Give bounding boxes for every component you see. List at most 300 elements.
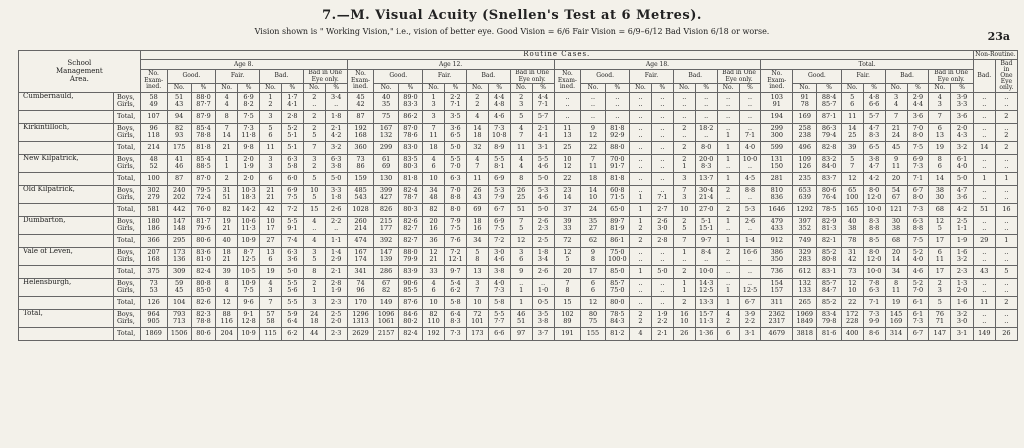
data-cell: 7 5 [510, 216, 532, 234]
total-cell: 82·6 [191, 296, 215, 309]
total-cell: 81·2 [605, 327, 629, 340]
total-cell: .. [651, 110, 673, 123]
data-cell: 58 49 [140, 92, 167, 110]
total-cell: 5·5 [281, 296, 303, 309]
total-cell: 82 [423, 203, 445, 216]
sex-label: Boys, Girls, [113, 247, 140, 265]
data-cell: 14·3 12·5 [695, 278, 717, 296]
data-cell: 19 21 [216, 216, 238, 234]
data-cell: 26 43 [466, 185, 488, 203]
total-cell: 5·7 [863, 110, 885, 123]
total-cell: 22 [581, 141, 605, 154]
total-cell: 8·6 [863, 327, 885, 340]
total-cell: 6·7 [488, 203, 510, 216]
data-cell: 5 6 [841, 92, 863, 110]
total-cell: 3 [260, 110, 282, 123]
data-cell: 2·2 .. [325, 216, 347, 234]
bad-header: Bad. [885, 70, 929, 84]
no-header: No. [303, 84, 325, 93]
total-cell: 7·3 [445, 327, 467, 340]
table-row-total [19, 141, 1018, 154]
total-cell: 9 [510, 265, 532, 278]
bad-header: Bad. [260, 70, 304, 84]
data-cell: 2·5 2·0 [325, 309, 347, 327]
total-cell: 12 [216, 296, 238, 309]
total-cell: 27·0 [695, 203, 717, 216]
data-cell: 4·0 7·3 [488, 278, 510, 296]
total-cell: 5·0 [325, 172, 347, 185]
no-header: No. [793, 84, 817, 93]
area-spacer [19, 234, 114, 247]
data-cell: 2 .. [303, 92, 325, 110]
total-cell: 3·1 [532, 141, 554, 154]
data-cell: 207 168 [140, 247, 167, 265]
data-cell: 4 7 [466, 154, 488, 172]
data-cell: 46 51 [510, 309, 532, 327]
data-cell: 7·9 7·5 [445, 216, 467, 234]
data-cell: 7 14 [216, 123, 238, 141]
data-cell: 1969 1849 [793, 309, 817, 327]
data-cell: 4 4 [510, 154, 532, 172]
total-cell: 3·1 [951, 327, 974, 340]
total-cell: 42 [260, 203, 282, 216]
data-cell: .. .. [973, 92, 995, 110]
data-cell: 147 139 [374, 247, 398, 265]
table-row [19, 92, 1018, 110]
fair-header: Fair. [423, 70, 467, 84]
total-cell: 80·6 [191, 327, 215, 340]
data-cell: 8·7 12·5 [238, 247, 260, 265]
total-cell: 295 [167, 234, 191, 247]
data-cell: 180 186 [140, 216, 167, 234]
data-cell: 21 21 [260, 185, 282, 203]
data-cell: 48 52 [140, 154, 167, 172]
data-cell: 75·0 100·0 [605, 247, 629, 265]
data-cell: 8 11 [885, 278, 907, 296]
total-cell: 4·6 [488, 110, 510, 123]
data-cell: 5·5 9·1 [281, 216, 303, 234]
sex-label: Boys, Girls, [113, 216, 140, 234]
total-cell: 11 [510, 141, 532, 154]
data-cell: .. .. [973, 216, 995, 234]
total-cell: 13·7 [695, 172, 717, 185]
total-cell: 826 [374, 203, 398, 216]
data-cell: 299 300 [761, 123, 793, 141]
data-cell: 70·0 91·7 [605, 154, 629, 172]
total-cell: 8 [216, 110, 238, 123]
sex-label: Boys, Girls, [113, 123, 140, 141]
data-cell: 80·8 85·0 [191, 278, 215, 296]
percent-header: % [191, 84, 215, 93]
total-cell: 62 [581, 234, 605, 247]
total-cell: 299 [374, 141, 398, 154]
non-routine-bad-header: Bad. [973, 60, 995, 93]
total-cell: 69 [466, 203, 488, 216]
data-cell: 3·4 .. [325, 92, 347, 110]
total-cell: 20 [885, 172, 907, 185]
data-cell: 8·0 12·0 [863, 185, 885, 203]
total-cell: 8·9 [488, 141, 510, 154]
percent-header: % [863, 84, 885, 93]
age-12-header: Age 12. [347, 60, 554, 70]
total-cell: 4·6 [907, 265, 929, 278]
data-cell: 2·1 4·2 [325, 123, 347, 141]
total-cell: 1·6 [951, 296, 974, 309]
data-cell: 2 1 [673, 154, 695, 172]
total-cell: 22 [554, 172, 581, 185]
data-cell: 5·5 7·0 [445, 154, 467, 172]
total-cell: 8·5 [863, 234, 885, 247]
total-cell: 7 [303, 141, 325, 154]
total-cell: .. [739, 265, 761, 278]
total-cell: 78·5 [817, 203, 841, 216]
data-cell: .. .. [630, 278, 652, 296]
data-cell: 20·0 8·3 [695, 154, 717, 172]
area-name: New Kilpatrick, [19, 154, 114, 172]
data-cell: 85·4 88·5 [191, 154, 215, 172]
total-cell: 24 [581, 203, 605, 216]
data-cell: 10·0 .. [739, 154, 761, 172]
total-cell: 2 [717, 203, 739, 216]
total-cell: 1 [995, 172, 1017, 185]
total-cell: 7·2 [281, 203, 303, 216]
total-cell: .. [973, 110, 995, 123]
visual-acuity-table [18, 50, 1018, 341]
total-cell: 8 [510, 172, 532, 185]
data-cell: 3 7 [466, 278, 488, 296]
data-cell: 83·5 80·3 [398, 154, 422, 172]
no-examined-header: No. Exam- ined. [140, 70, 167, 93]
data-cell: .. .. [630, 154, 652, 172]
non-routine-header: Non-Routine. [975, 51, 1016, 59]
data-cell: 154 157 [761, 278, 793, 296]
table-subtitle: Vision shown is " Working Vision," i.e., vision of better eye. Good Vision = 6/6 Fair Vision = 6/9–6/12 Bad Vision 6/18 or worse. [254, 27, 770, 36]
total-cell: 1·1 [325, 234, 347, 247]
data-cell: .. .. [651, 247, 673, 265]
data-cell: 3·9 3·3 [951, 92, 974, 110]
data-cell: .. .. [581, 92, 605, 110]
data-cell: 2 3 [510, 92, 532, 110]
table-row-total [19, 172, 1018, 185]
total-cell: 27 [260, 234, 282, 247]
no-header: No. [630, 84, 652, 93]
total-cell: .. [630, 172, 652, 185]
data-cell: 172 228 [841, 309, 863, 327]
total-cell: 170 [347, 296, 374, 309]
data-cell: 3·3 1·8 [325, 185, 347, 203]
data-cell: .. .. [630, 123, 652, 141]
data-cell: 485 543 [347, 185, 374, 203]
data-cell: 4 .. [303, 216, 325, 234]
total-cell: .. [717, 110, 739, 123]
total-cell: 4 [630, 327, 652, 340]
table-row-total [19, 265, 1018, 278]
data-cell: 15·7 11·3 [695, 309, 717, 327]
data-cell: 30·4 21·4 [695, 185, 717, 203]
total-cell: 191 [554, 327, 581, 340]
data-cell: 6·9 7·5 [281, 185, 303, 203]
data-cell: 24 18 [303, 309, 325, 327]
good-header: Good. [374, 70, 423, 84]
data-cell: 12 5 [554, 247, 581, 265]
total-cell: 80·6 [191, 234, 215, 247]
total-cell: 78 [841, 234, 863, 247]
data-cell: 18 16 [466, 216, 488, 234]
age-18-header: Age 18. [554, 60, 761, 70]
total-cell: 2·0 [238, 172, 260, 185]
data-cell: 85·2 80·8 [817, 247, 841, 265]
data-cell: 39 33 [554, 216, 581, 234]
data-cell: 2·5 1·1 [951, 216, 974, 234]
data-cell: 20 16 [423, 216, 445, 234]
total-cell: 1 [717, 141, 739, 154]
data-cell: 8·0 12·0 [863, 247, 885, 265]
data-cell: 54 67 [885, 185, 907, 203]
total-cell: .. [739, 110, 761, 123]
age-8-header: Age 8. [140, 60, 347, 70]
total-cell: 375 [140, 265, 167, 278]
total-cell: 82·4 [191, 265, 215, 278]
percent-header: % [445, 84, 467, 93]
no-header: No. [885, 84, 907, 93]
total-cell: 10·9 [238, 327, 260, 340]
total-cell: 51 [510, 203, 532, 216]
total-cell: 581 [140, 203, 167, 216]
data-cell: 4·7 8·3 [863, 123, 885, 141]
no-header: No. [466, 84, 488, 93]
data-cell: 7 11 [423, 123, 445, 141]
total-cell: 87·6 [398, 296, 422, 309]
data-cell: 964 905 [140, 309, 167, 327]
total-cell: 1646 [761, 203, 793, 216]
total-cell: 1028 [347, 203, 374, 216]
total-cell: 1506 [167, 327, 191, 340]
total-cell: 1 [630, 203, 652, 216]
total-cell: 10 [423, 296, 445, 309]
data-cell: 132 133 [793, 278, 817, 296]
percent-header: % [325, 84, 347, 93]
total-cell: 7 [929, 110, 951, 123]
data-cell: 5 8 [466, 247, 488, 265]
total-cell: 36 [423, 234, 445, 247]
data-cell: 4 3 [929, 92, 951, 110]
data-cell: 65 100 [841, 185, 863, 203]
data-cell: 5·9 6·4 [281, 309, 303, 327]
data-cell: .. .. [605, 92, 629, 110]
data-cell: 6·3 8·8 [907, 216, 929, 234]
data-cell: 1·7 4·1 [281, 92, 303, 110]
data-cell: 1 .. [717, 154, 739, 172]
total-cell: 10·0 [695, 265, 717, 278]
total-cell: 82 [216, 203, 238, 216]
table-row [19, 123, 1018, 141]
data-cell: 96 118 [140, 123, 167, 141]
data-cell: 215 177 [374, 216, 398, 234]
total-cell: 19 [929, 141, 951, 154]
total-cell: .. [673, 110, 695, 123]
data-cell: 83·6 81·0 [191, 247, 215, 265]
data-cell: 12 21 [423, 247, 445, 265]
data-cell: 7·3 9·9 [863, 309, 885, 327]
data-cell: 60·8 71·5 [605, 185, 629, 203]
data-cell: 5·5 7·7 [488, 309, 510, 327]
page-number: 23a [987, 30, 1010, 43]
total-cell: 7·5 [907, 234, 929, 247]
total-cell: 2 [995, 296, 1017, 309]
total-cell: 14·2 [238, 203, 260, 216]
total-cell: .. [630, 110, 652, 123]
total-cell: 474 [347, 234, 374, 247]
data-cell: 85·7 75·0 [605, 278, 629, 296]
data-cell: 3 4 [885, 92, 907, 110]
total-cell: 912 [761, 234, 793, 247]
data-cell: .. 7·1 [651, 185, 673, 203]
total-cell: 192 [423, 327, 445, 340]
total-cell: 281 [761, 172, 793, 185]
total-cell: 214 [140, 141, 167, 154]
data-cell: 4 7 [510, 123, 532, 141]
data-cell: 7·2 12·1 [445, 247, 467, 265]
total-cell: 13 [466, 265, 488, 278]
total-cell: 235 [793, 172, 817, 185]
total-cell: 10·0 [863, 203, 885, 216]
data-cell: 399 427 [374, 185, 398, 203]
total-cell: 2 [216, 172, 238, 185]
data-cell: 6·3 3·6 [281, 247, 303, 265]
data-cell: .. .. [995, 247, 1017, 265]
total-cell: 83·0 [398, 141, 422, 154]
data-cell: 61 69 [374, 154, 398, 172]
total-cell: 87·0 [191, 172, 215, 185]
data-cell: 4 6 [423, 278, 445, 296]
total-cell: 26 [673, 327, 695, 340]
total-cell: 20 [554, 265, 581, 278]
data-cell: 82 110 [423, 309, 445, 327]
data-cell: .. .. [695, 92, 717, 110]
data-cell: 80·6 76·4 [817, 185, 841, 203]
data-cell: 4 6 [423, 154, 445, 172]
area-name: Total, [19, 309, 114, 327]
data-cell: 397 352 [793, 216, 817, 234]
total-cell: 169 [793, 110, 817, 123]
data-cell: 302 279 [140, 185, 167, 203]
data-cell: 7·8 6·3 [863, 278, 885, 296]
routine-cases-header: Routine Cases. [140, 51, 973, 60]
total-cell: 2 [995, 141, 1017, 154]
table-row-total [19, 203, 1018, 216]
area-name: Cumbernauld, [19, 92, 114, 110]
data-cell: 1296 1313 [347, 309, 374, 327]
data-cell: 18·2 .. [695, 123, 717, 141]
data-cell: 5·4 6·2 [445, 278, 467, 296]
total-cell: 80·0 [605, 296, 629, 309]
total-cell: .. [651, 172, 673, 185]
total-cell: 4·0 [739, 141, 761, 154]
data-cell: 10·9 7·5 [238, 278, 260, 296]
total-cell: 2·8 [281, 110, 303, 123]
data-cell: .. 1·0 [532, 278, 554, 296]
total-cell: .. [695, 110, 717, 123]
table-row-total [19, 234, 1018, 247]
data-cell: .. .. [651, 123, 673, 141]
total-cell: 2·6 [532, 265, 554, 278]
total-cell: 1869 [140, 327, 167, 340]
total-cell: .. [630, 141, 652, 154]
area-spacer [19, 296, 114, 309]
total-cell: 2·6 [325, 203, 347, 216]
data-cell: .. .. [973, 154, 995, 172]
fair-header: Fair. [630, 70, 674, 84]
good-header: Good. [581, 70, 630, 84]
area-spacer [19, 172, 114, 185]
data-cell: 67 82 [374, 278, 398, 296]
no-examined-header: No. Exam- ined. [761, 70, 793, 93]
fair-header: Fair. [841, 70, 885, 84]
data-cell: 4 2 [717, 309, 739, 327]
no-header: No. [260, 84, 282, 93]
data-cell: 6 13 [929, 123, 951, 141]
percent-header: % [817, 84, 841, 93]
data-cell: 13 6 [260, 247, 282, 265]
percent-header: % [605, 84, 629, 93]
total-cell: 366 [140, 234, 167, 247]
total-label: Total, [113, 296, 140, 309]
data-cell: 3 3 [260, 154, 282, 172]
total-cell: 2 [673, 296, 695, 309]
total-cell: 39 [216, 265, 238, 278]
total-cell: 7·1 [907, 172, 929, 185]
area-spacer [19, 110, 114, 123]
total-cell: 286 [374, 265, 398, 278]
total-cell: 4·2 [951, 203, 974, 216]
total-cell: 85·2 [817, 296, 841, 309]
data-cell: 3·5 3·8 [532, 309, 554, 327]
area-spacer [19, 203, 114, 216]
data-cell: 1 2 [630, 216, 652, 234]
data-cell: 40 35 [374, 92, 398, 110]
total-cell: 17 [581, 265, 605, 278]
data-cell: 81·7 79·6 [191, 216, 215, 234]
data-cell: 82·6 82·7 [398, 216, 422, 234]
data-cell: 793 713 [167, 309, 191, 327]
data-cell: 3·9 2·2 [739, 309, 761, 327]
data-cell: 5·1 15·1 [695, 216, 717, 234]
total-cell: 194 [761, 110, 793, 123]
no-header: No. [216, 84, 238, 93]
total-cell: 9·6 [238, 296, 260, 309]
data-cell: .. 12·5 [739, 278, 761, 296]
data-cell: 4·4 4·8 [488, 92, 510, 110]
total-cell: 7 [673, 234, 695, 247]
data-cell: 167 174 [347, 247, 374, 265]
data-cell: 9·1 12·8 [238, 309, 260, 327]
data-cell: 83·4 79·8 [817, 309, 841, 327]
total-cell: 21 [216, 141, 238, 154]
total-cell: 51 [973, 203, 995, 216]
total-cell: 314 [885, 327, 907, 340]
table-row [19, 247, 1018, 265]
total-cell: 32 [466, 141, 488, 154]
table-row-total [19, 296, 1018, 309]
table-row [19, 278, 1018, 296]
total-cell: 6·7 [739, 296, 761, 309]
data-cell: 6·9 7·3 [907, 154, 929, 172]
data-cell: 10·3 18·3 [238, 185, 260, 203]
data-cell: 7·0 8·8 [445, 185, 467, 203]
total-cell: 2·1 [325, 265, 347, 278]
total-cell: 107 [140, 110, 167, 123]
data-cell: 9 8 [581, 247, 605, 265]
